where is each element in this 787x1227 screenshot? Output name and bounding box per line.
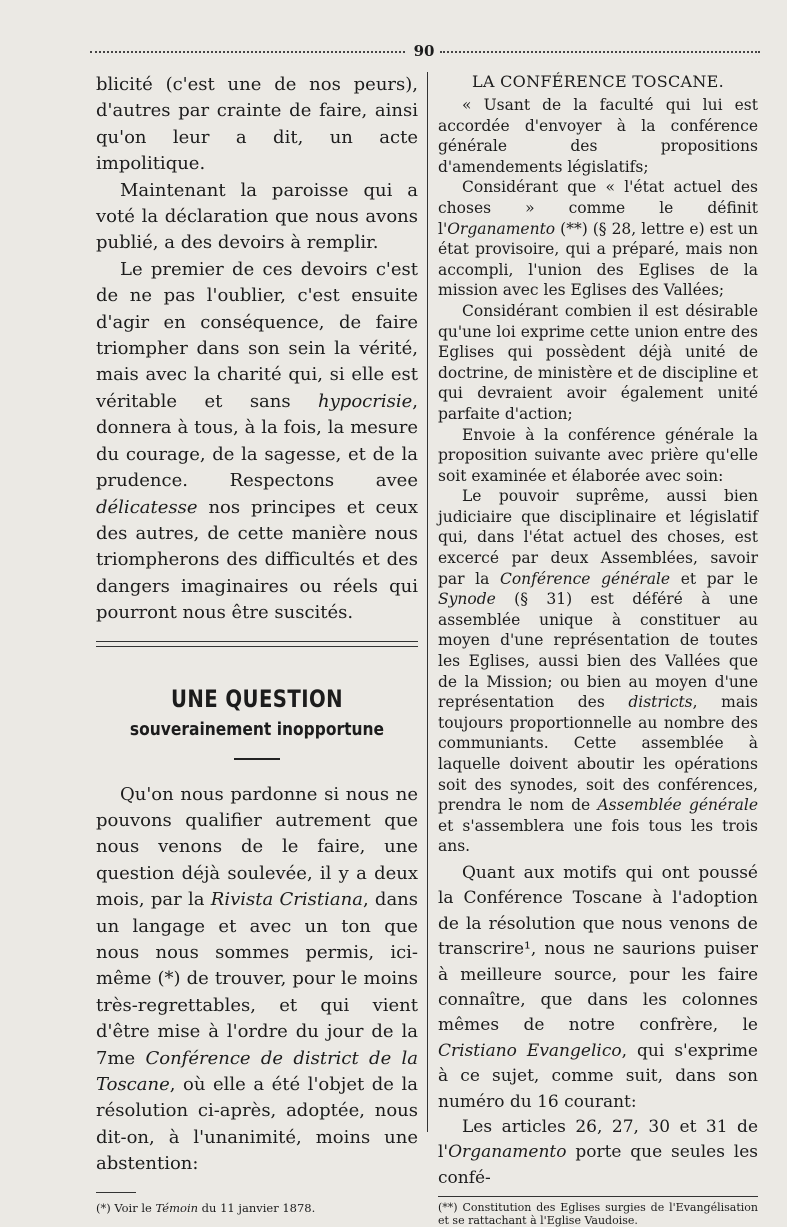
header-rule-left <box>90 51 405 53</box>
paragraph: Le premier de ces devoirs c'est de ne pas l'oublier, c'est ensuite d'agir en conséquence, de faire triompher dans son sein la vérité, mais avec la charité qui, si elle est véritable et sans hypocrisie, donnera à tous, à la fois, la mesure du courage, de la sagesse, et de la prudence. Respectons avee délicatesse nos principes et ceux des autres, de cette manière nous triompherons des difficultés et des dangers imaginaires ou réels qui pourront nous être suscités. <box>96 258 418 624</box>
paragraph: Maintenant la paroisse qui a voté la déclaration que nous avons publié, a des devoirs à remplir. <box>96 179 418 254</box>
resolution-paragraph: Considérant que « l'état actuel des choses » comme le définit l'Organamento (**) (§ 28, lettre e) est un état provisoire, qui a préparé, mais non accompli, l'union des Eglises de la mission avec les Eglises des Vallées; <box>438 178 758 300</box>
left-column <box>96 72 418 1216</box>
resolution-paragraph: Le pouvoir suprême, aussi bien judiciaire que disciplinaire et législatif qui, dans l'état actuel des choses, est excercé par deux Assemblées, savoir par la Conférence générale et par le Synode (§ 31) est déféré à une assemblée unique à constituer au moyen d'une représentation de toutes les Eglises, aussi bien des Vallées que de la Mission; ou bien au moyen d'une représentation des districts, mais toujours proportionnelle au nombre des communiants. Cette assemblée à laquelle doivent aboutir les opérations soit des synodes, soit des conférences, prendra le nom de Assemblée générale et s'assemblera une fois tous les trois ans. <box>438 487 759 856</box>
section-heading: LA CONFÉRENCE TOSCANE. <box>471 72 725 91</box>
resolution-paragraph: Considérant combien il est désirable qu'une loi exprime cette union entre des Eglises qui possèdent déjà unité de doctrine, de ministère et de discipline et qui devraient avoir également unité parfaite d'action; <box>438 301 758 423</box>
page-number: 90 <box>413 42 435 60</box>
column-divider <box>427 72 428 1132</box>
title-rule <box>234 758 280 760</box>
paragraph-continued: blicité (c'est une de nos peurs), d'autres par crainte de faire, ainsi qu'on leur a dit, un acte impolitique. <box>96 74 418 175</box>
paragraph: Quant aux motifs qui ont poussé la Conférence Toscane à l'adoption de la résolution que nous venons de transcrire¹, nous ne saurions puiser à meilleure source, pour les faire connaître, que dans les colonnes mêmes de notre confrère, le Cristiano Evangelico, qui s'exprime à ce sujet, comme suit, dans son numéro du 16 courant: <box>438 862 758 1112</box>
footnote: (*) Voir le Témoin du 11 janvier 1878. <box>96 1200 316 1215</box>
footnote-rule <box>438 1196 758 1197</box>
page-header <box>90 42 760 62</box>
footnote: (**) Constitution des Eglises surgies de l'Evangélisation et se rattachant à l'Eglise Vaudoise. <box>438 1201 758 1227</box>
article-body: Qu'on nous pardonne si nous ne pouvons qualifier autrement que nous venons de le faire, une question déjà soulevée, il y a deux mois, par la Rivista Cristiana, dans un langage et avec un ton que nous nous sommes permis, ici-même (*) de trouver, pour le moins très-regrettables, et qui vient d'être mise à l'ordre du jour de la 7me Conférence de district de la Toscane, où elle a été l'objet de la résolution ci-après, adoptée, nous dit-on, à l'unanimité, moins une abstention: <box>96 783 419 1175</box>
paragraph: Les articles 26, 27, 30 et 31 de l'Organamento porte que seules les confé- <box>438 1117 758 1188</box>
resolution-paragraph: Envoie à la conférence générale la proposition suivante avec prière qu'elle soit examinée et élaborée avec soin: <box>438 425 758 485</box>
footnote-rule <box>96 1192 136 1193</box>
article-title: UNE QUESTION <box>171 684 343 713</box>
resolution-paragraph: « Usant de la faculté qui lui est accordée d'envoyer à la conférence générale des propositions d'amendements législatifs; <box>438 96 758 176</box>
right-column <box>438 72 758 1227</box>
article-subtitle: souverainement inopportune <box>129 718 385 740</box>
section-divider <box>96 641 418 647</box>
header-rule-right <box>440 51 760 53</box>
